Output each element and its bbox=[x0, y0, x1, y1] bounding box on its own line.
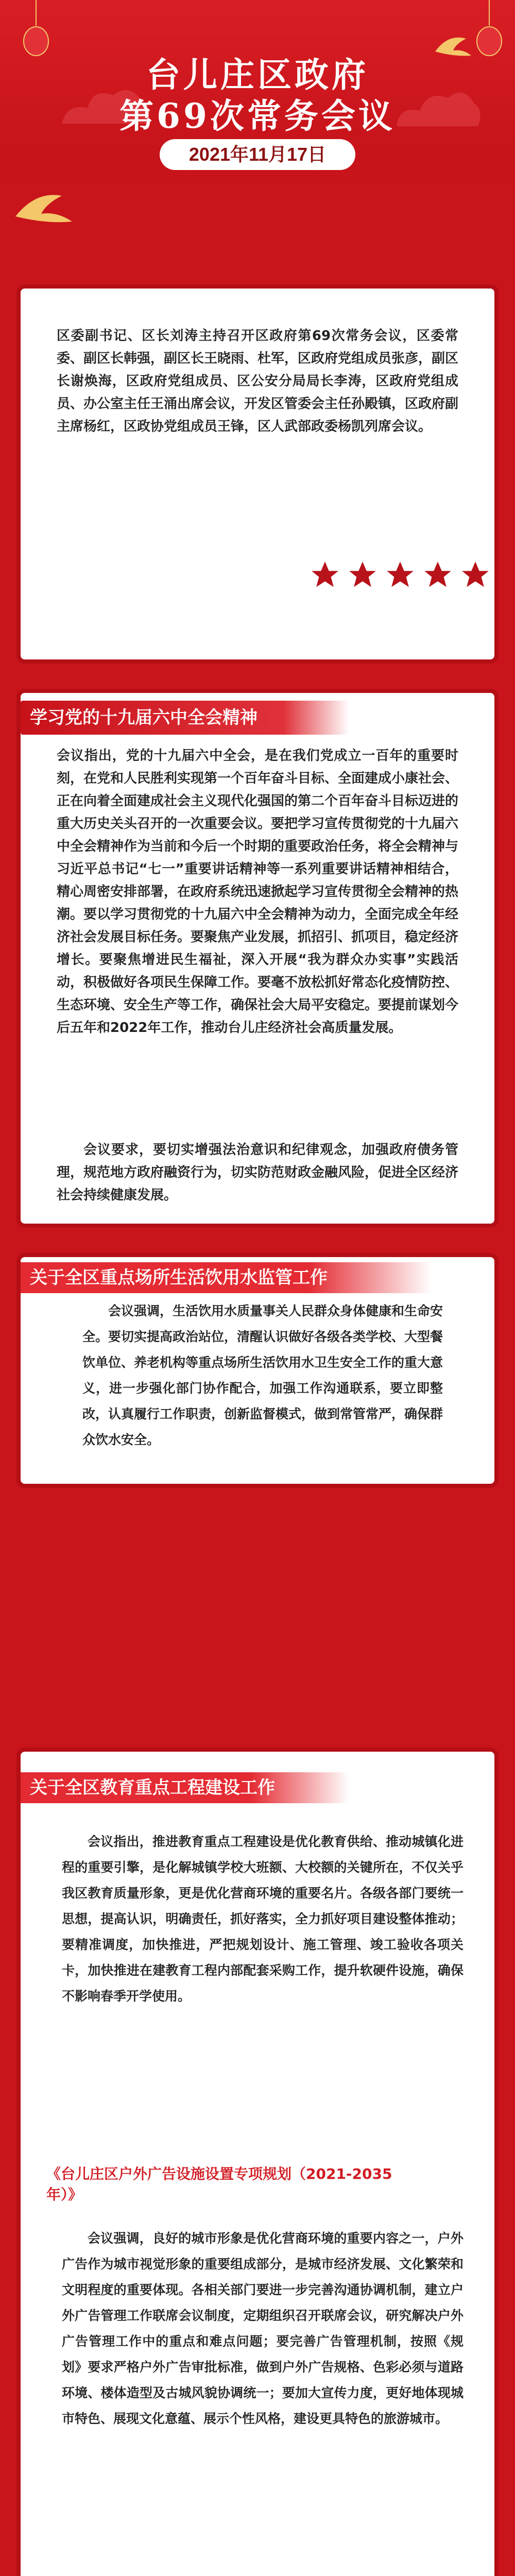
intro-text: 区委副书记、区长刘涛主持召开区政府第69次常务会议，区委常委、副区长韩强，副区长王晓雨、杜军，区政府党组成员张彦，副区长谢焕海，区政府党组成员、区公安分局局长李涛，区政府党组成员、办公室主任王涌出席会议，开发区管委会主任孙殿镇，区政府副主席杨红，区政协党组成员王锋，区人武部政委杨凯列席会议。 bbox=[57, 328, 459, 434]
section1-paragraph2: 会议要求，要切实增强法治意识和纪律观念，加强政府债务管理，规范地方政府融资行为，切实防范财政金融风险，促进全区经济社会持续健康发展。 bbox=[57, 1142, 459, 1203]
star-icon bbox=[384, 559, 416, 591]
section3-paragraph: 会议指出，推进教育重点工程建设是优化教育供给、推动城镇化进程的重要引擎，是化解城镇学校大班额、大校额的关键所在，不仅关乎我区教育质量形象，更是优化营商环境的重要名片。各级各部门要统一思想，提高认识，明确责任，抓好落实，全力抓好项目建设整体推动；要精准调度，加快推进，严把规划设计、施工管理、竣工验收各项关卡，加快推进在建教育工程内部配套采购工作，提升软硬件设施，确保不影响春季开学使用。 bbox=[62, 1834, 464, 2004]
section1-paragraph1: 会议指出，党的十九届六中全会，是在我们党成立一百年的重要时刻，在党和人民胜利实现第一个百年奋斗目标、全面建成小康社会、正在向着全面建成社会主义现代化强国的第二个百年奋斗目标迈进的重大历史关头召开的一次重要会议。要把学习宣传贯彻党的十九届六中全会精神作为当前和今后一个时期的重要政治任务，将全会精神与习近平总书记“七一”重要讲话精神等一系列重要讲话精神相结合，精心周密安排部署，在政府系统迅速掀起学习宣传贯彻全会精神的热潮。要以学习贯彻党的十九届六中全会精神为动力，全面完成全年经济社会发展目标任务。要聚焦产业发展，抓招引、抓项目，稳定经济增长。要聚焦增进民生福祉，深入开展“我为群众办实事”实践活动，积极做好各项民生保障工作。要毫不放松抓好常态化疫情防控、生态环境、安全生产等工作，确保社会大局平安稳定。要提前谋划今后五年和2022年工作，推动台儿庄经济社会高质量发展。 bbox=[57, 748, 459, 1036]
star-icon bbox=[459, 559, 491, 591]
meeting-date: 2021年11月17日 bbox=[160, 139, 355, 170]
star-rating-decoration bbox=[309, 559, 494, 593]
star-icon bbox=[422, 559, 454, 591]
page-title-line1: 台儿庄区政府 bbox=[146, 55, 369, 95]
section4-heading: 《台儿庄区户外广告设施设置专项规划（2021-2035年）》 bbox=[46, 2165, 392, 2203]
section3-panel bbox=[21, 1752, 494, 2576]
intro-panel bbox=[21, 289, 494, 659]
dove-icon bbox=[10, 185, 77, 232]
star-icon bbox=[309, 559, 341, 591]
page-title-line2: 第69次常务会议 bbox=[119, 96, 396, 136]
section1-panel bbox=[21, 693, 494, 1224]
section4-paragraph: 会议强调，良好的城市形象是优化营商环境的重要内容之一，户外广告作为城市视觉形象的重要组成部分，是城市经济发展、文化繁荣和文明程度的重要体现。各相关部门要进一步完善沟通协调机制，建立户外广告管理工作联席会议制度，定期组织召开联席会议，研究解决户外广告管理工作中的重点和难点问题；要完善广告管理机制，按照《规划》要求严格户外广告审批标准，做到户外广告规格、色彩必须与道路环境、楼体造型及古城风貌协调统一；要加大宣传力度，更好地体现城市特色、展现文化意蕴、展示个性风格，建设更具特色的旅游城市。 bbox=[62, 2231, 464, 2426]
star-icon bbox=[347, 559, 379, 591]
header bbox=[0, 0, 515, 216]
section2-heading: 关于全区重点场所生活饮用水监管工作 bbox=[21, 1262, 432, 1293]
section1-heading: 学习党的十九届六中全会精神 bbox=[21, 701, 349, 735]
section2-paragraph: 会议强调，生活饮用水质量事关人民群众身体健康和生命安全。要切实提高政治站位，清醒认识做好各级各类学校、大型餐饮单位、养老机构等重点场所生活饮用水卫生安全工作的重大意义，进一步强化部门协作配合，加强工作沟通联系，要立即整改，认真履行工作职责，创新监督模式，做到常管常严，确保群众饮水安全。 bbox=[82, 1303, 443, 1447]
section3-heading: 关于全区教育重点工程建设工作 bbox=[21, 1772, 349, 1803]
